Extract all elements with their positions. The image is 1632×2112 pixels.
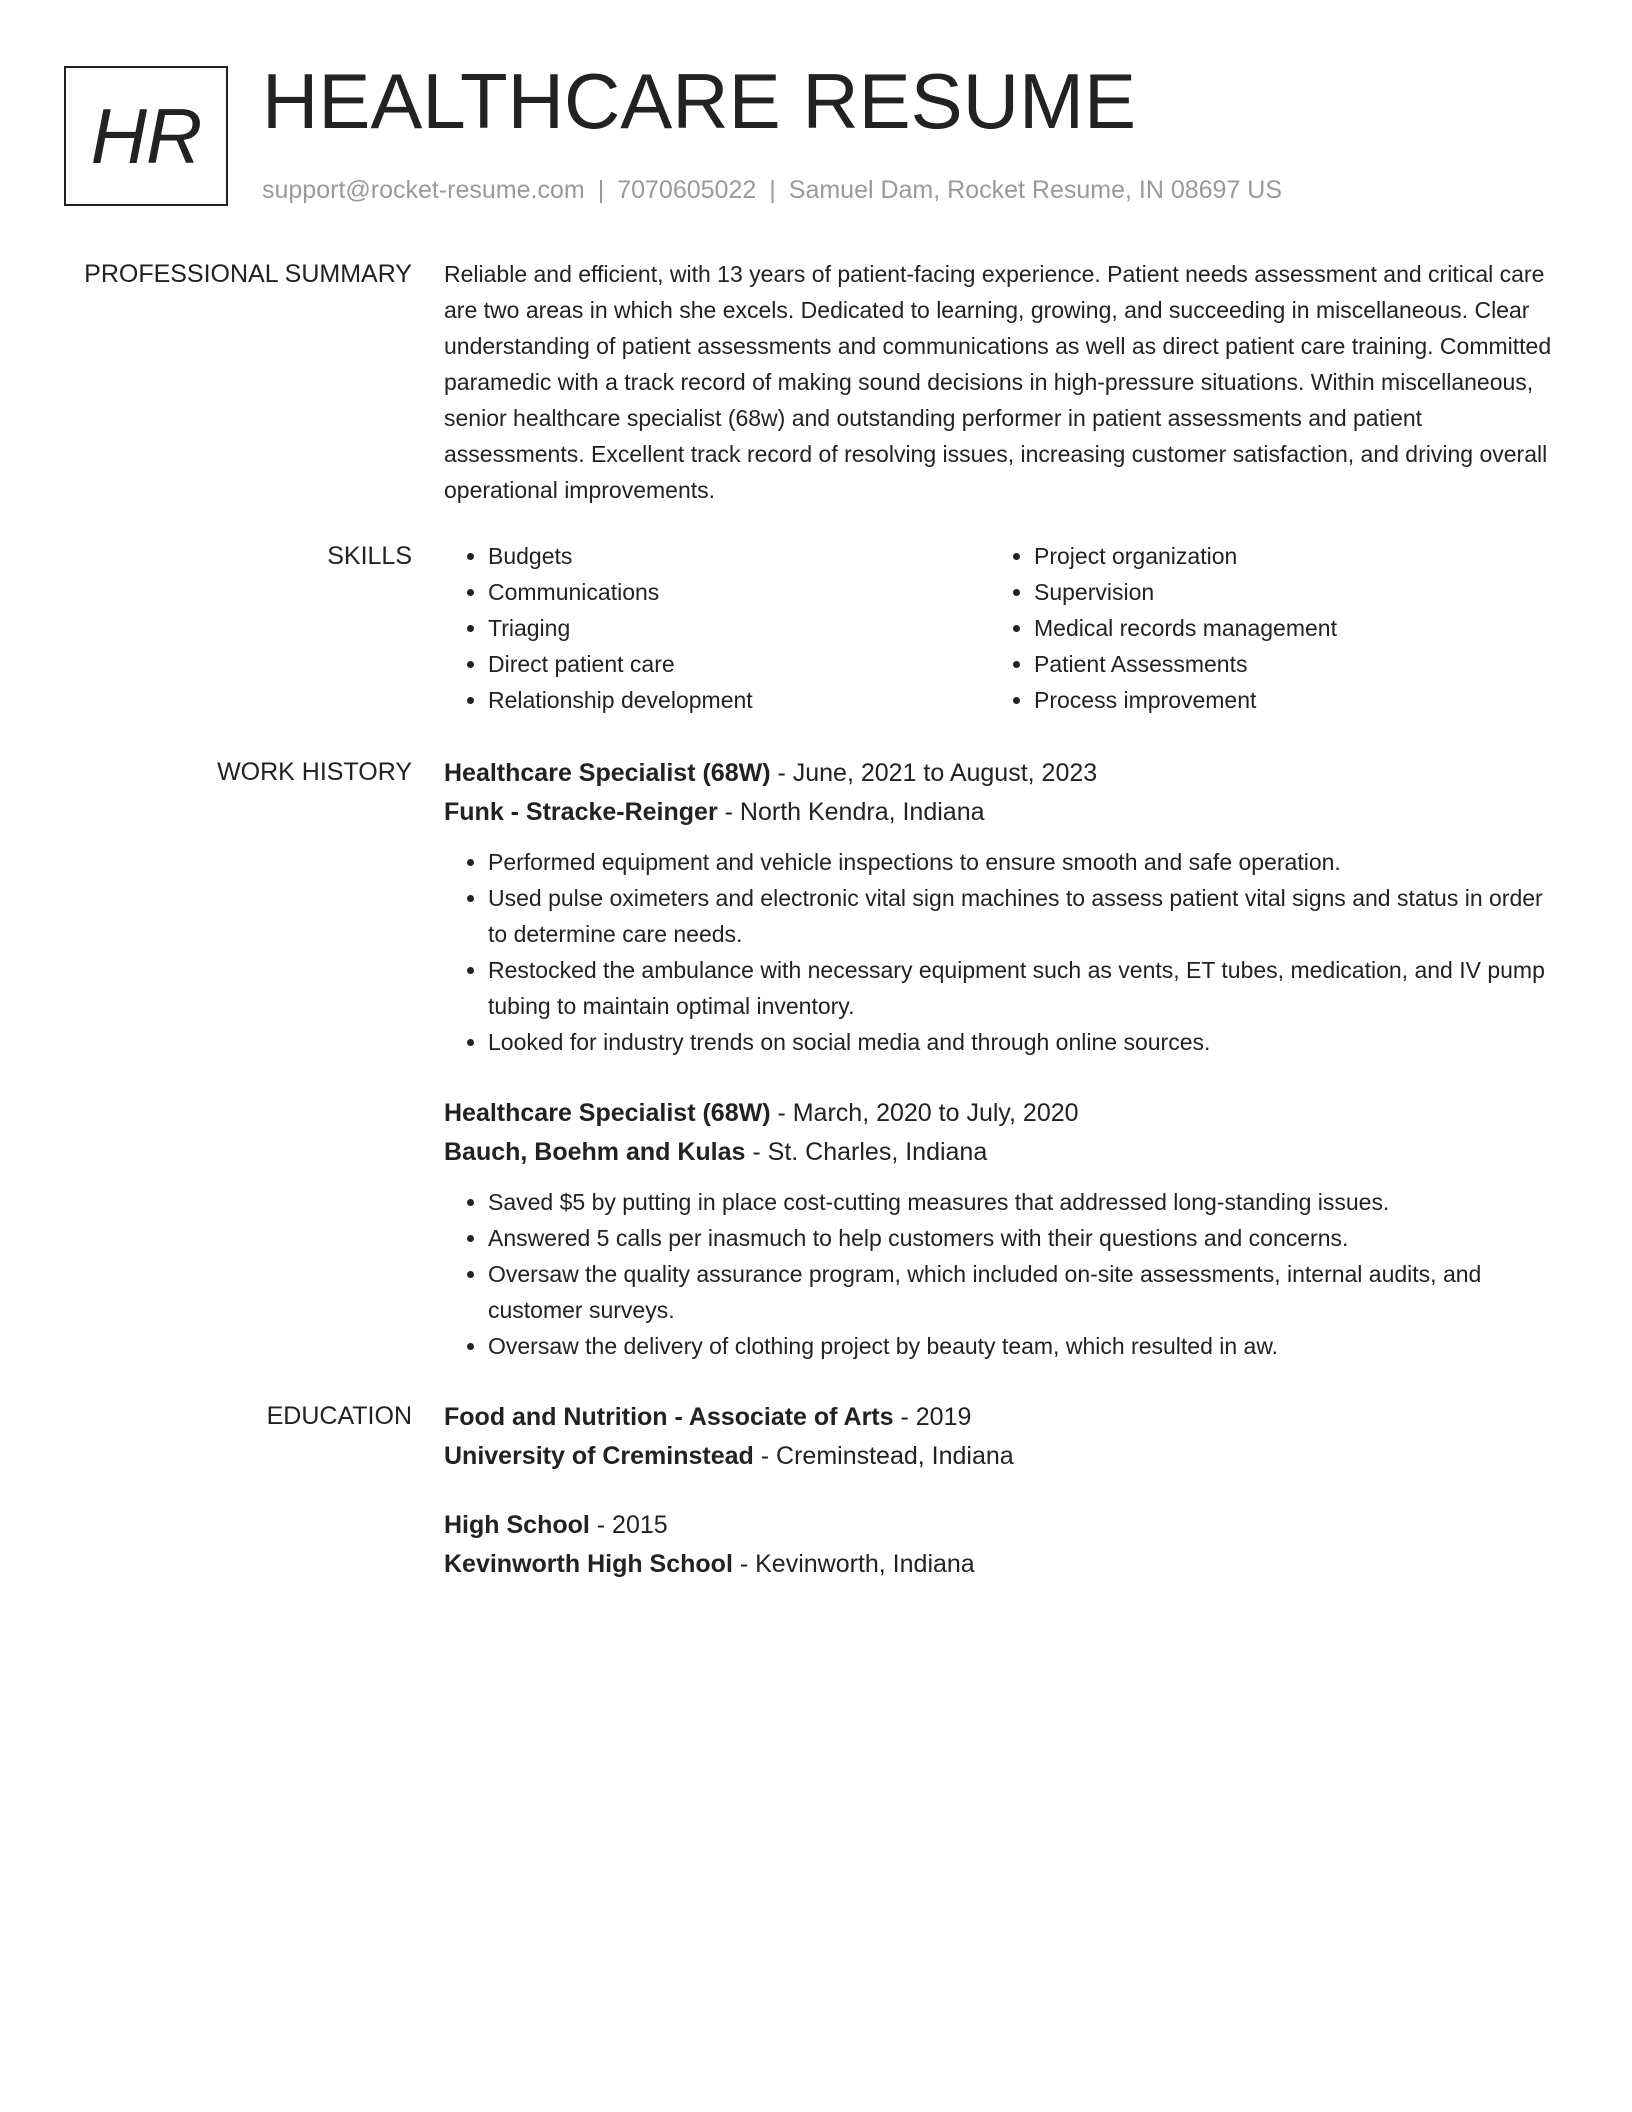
summary-text: Reliable and efficient, with 13 years of patient-facing experience. Patient needs assessment and critical care are two areas in which she excels. Dedicated to learning, growing, and succeeding in miscellaneous. Clear understanding of patient assessments and communications as well as direct patient care training. Committed paramedic with a track record of making sound decisions in high-pressure situations. Within miscellaneous, senior healthcare specialist (68w) and outstanding performer in patient assessments and patient assessments. Excellent track record of resolving issues, increasing customer satisfaction, and driving overall operational improvements. — [444, 261, 1552, 503]
education-school-line — [444, 1437, 1560, 1476]
job-company-line — [444, 1133, 1560, 1172]
job-location: - St. Charles, Indiana — [745, 1138, 988, 1166]
job-bullet: • Oversaw the delivery of clothing project by beauty team, which resulted in aw. — [488, 1328, 1560, 1364]
job-entry — [444, 1094, 1560, 1364]
skill-item: • Budgets — [488, 538, 990, 574]
section-label-education: EDUCATION — [266, 1402, 412, 1430]
job-dates: - June, 2021 to August, 2023 — [770, 759, 1098, 787]
skills-column-right — [990, 538, 1536, 718]
education-year: - 2019 — [893, 1403, 972, 1431]
skill-item: • Patient Assessments — [1034, 646, 1536, 682]
education-school-line — [444, 1545, 1560, 1584]
education-degree: High School — [444, 1511, 590, 1539]
summary-body — [444, 256, 1560, 508]
skill-item: • Medical records management — [1034, 610, 1536, 646]
contact-separator: | — [597, 176, 605, 204]
job-location: - North Kendra, Indiana — [717, 798, 985, 826]
job-title: Healthcare Specialist (68W) — [444, 1099, 771, 1127]
job-bullet: • Answered 5 calls per inasmuch to help customers with their questions and concerns. — [488, 1220, 1560, 1256]
work-body — [444, 754, 1560, 1364]
section-label-work: WORK HISTORY — [217, 758, 412, 786]
job-bullet: • Oversaw the quality assurance program, which included on-site assessments, internal audits, and customer surveys. — [488, 1256, 1560, 1328]
skills-column-left — [444, 538, 990, 718]
skill-item: • Communications — [488, 574, 990, 610]
section-label-skills: SKILLS — [327, 542, 412, 570]
skill-item: • Direct patient care — [488, 646, 990, 682]
job-title: Healthcare Specialist (68W) — [444, 759, 771, 787]
contact-phone[interactable]: 7070605022 — [617, 176, 757, 204]
education-school: University of Creminstead — [444, 1442, 754, 1470]
skills-grid — [444, 538, 1560, 718]
contact-separator: | — [769, 176, 776, 204]
skill-item: • Process improvement — [1034, 682, 1536, 718]
education-degree: Food and Nutrition - Associate of Arts — [444, 1403, 894, 1431]
education-entry — [444, 1506, 1560, 1584]
education-school: Kevinworth High School — [444, 1550, 733, 1578]
skill-item: • Supervision — [1034, 574, 1536, 610]
job-dates: - March, 2020 to July, 2020 — [770, 1099, 1079, 1127]
education-location: - Kevinworth, Indiana — [732, 1550, 975, 1578]
skill-item: • Project organization — [1034, 538, 1536, 574]
contact-line — [262, 174, 1282, 206]
monogram-logo: HR — [64, 66, 228, 206]
job-bullet: • Looked for industry trends on social media and through online sources. — [488, 1024, 1560, 1060]
job-bullets — [444, 1184, 1560, 1364]
job-bullet: • Used pulse oximeters and electronic vital sign machines to assess patient vital signs and status in order to determine care needs. — [488, 880, 1560, 952]
job-entry — [444, 754, 1560, 1060]
job-bullet: • Saved $5 by putting in place cost-cutting measures that addressed long-standing issues. — [488, 1184, 1560, 1220]
education-year: - 2015 — [589, 1511, 668, 1539]
resume-title: HEALTHCARE RESUME — [262, 57, 1137, 145]
job-company-line — [444, 793, 1560, 832]
education-entry — [444, 1398, 1560, 1476]
job-title-line — [444, 1094, 1560, 1133]
education-location: - Creminstead, Indiana — [753, 1442, 1014, 1470]
skill-item: • Triaging — [488, 610, 990, 646]
contact-address: Samuel Dam, Rocket Resume, IN 08697 US — [788, 176, 1283, 204]
education-body — [444, 1398, 1560, 1584]
education-degree-line — [444, 1398, 1560, 1437]
job-bullet: • Restocked the ambulance with necessary equipment such as vents, ET tubes, medication, and IV pump tubing to maintain optimal inventory. — [488, 952, 1560, 1024]
job-bullet: • Performed equipment and vehicle inspections to ensure smooth and safe operation. — [488, 844, 1560, 880]
job-title-line — [444, 754, 1560, 793]
job-bullets — [444, 844, 1560, 1060]
education-degree-line — [444, 1506, 1560, 1545]
section-label-summary: PROFESSIONAL SUMMARY — [84, 260, 412, 288]
job-company: Bauch, Boehm and Kulas — [444, 1138, 746, 1166]
skill-item: • Relationship development — [488, 682, 990, 718]
job-company: Funk - Stracke-Reinger — [444, 798, 718, 826]
contact-email[interactable]: support@rocket-resume.com — [262, 176, 585, 204]
skills-body — [444, 538, 1560, 718]
